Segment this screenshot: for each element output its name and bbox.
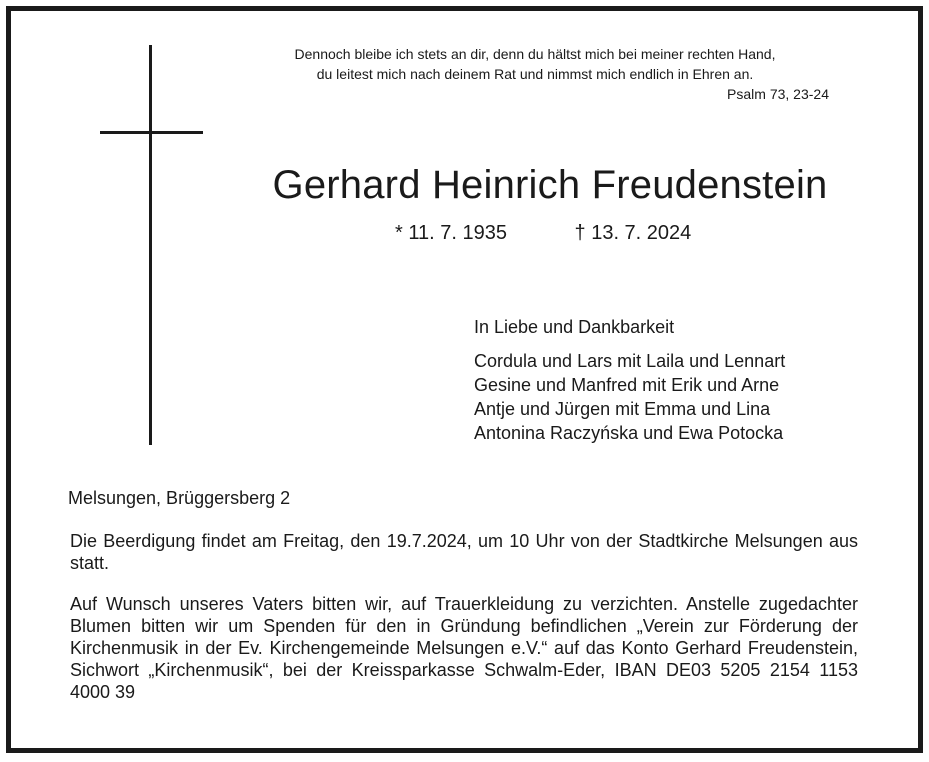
- verse-reference: Psalm 73, 23-24: [727, 86, 829, 102]
- mourner-line: Gesine und Manfred mit Erik und Arne: [474, 375, 780, 395]
- cross-icon-vertical-bar: [149, 45, 152, 445]
- birth-date: * 11. 7. 1935: [395, 222, 507, 244]
- donation-notice: Auf Wunsch unseres Vaters bitten wir, auf Trauerkleidung zu verzichten. Anstelle zugedachter Blumen bitten wir um Spenden für den in Gründung befindlichen „Verein zur Förderung der Kirchenmusik in der Ev. Kirchengemeinde Melsungen e.V.“ auf das Konto Gerhard Freudenstein, Sichwort „Kirchenmusik“, bei der Kreissparkasse Schwalm-Eder, IBAN DE03 5205 2154 1153 4000 39: [70, 594, 858, 702]
- verse-line-1: Dennoch bleibe ich stets an dir, denn du hältst mich bei meiner rechten Hand,: [294, 46, 776, 62]
- mourner-line: Antonina Raczyńska und Ewa Potocka: [474, 423, 784, 443]
- funeral-notice: Die Beerdigung findet am Freitag, den 19.7.2024, um 10 Uhr von der Stadtkirche Melsungen aus statt.: [70, 531, 858, 573]
- family-address: Melsungen, Brüggersberg 2: [68, 488, 291, 508]
- verse-line-2: du leitest mich nach deinem Rat und nimmst mich endlich in Ehren an.: [316, 66, 754, 82]
- bible-verse: [230, 44, 840, 84]
- deceased-name: Gerhard Heinrich Freudenstein: [272, 163, 828, 207]
- mourners-block: [474, 315, 785, 445]
- death-date: † 13. 7. 2024: [574, 222, 692, 244]
- mourner-line: Antje und Jürgen mit Emma und Lina: [474, 399, 771, 419]
- mourners-intro: In Liebe und Dankbarkeit: [474, 317, 675, 337]
- mourner-line: Cordula und Lars mit Laila und Lennart: [474, 351, 786, 371]
- cross-icon-horizontal-bar: [100, 131, 203, 134]
- life-dates: [395, 219, 691, 247]
